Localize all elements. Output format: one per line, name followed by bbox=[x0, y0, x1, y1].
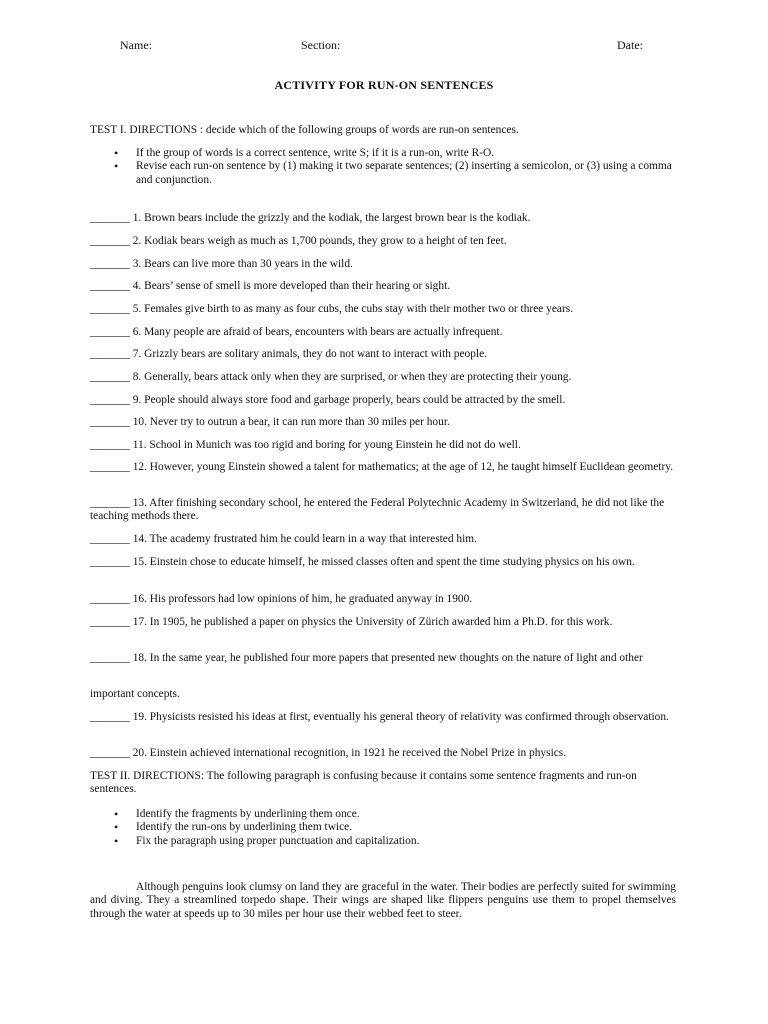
question-item: _______ 4. Bears’ sense of smell is more developed than their hearing or sight. bbox=[90, 280, 451, 292]
question-item: _______ 5. Females give birth to as many as four cubs, the cubs stay with their mother two or three years. bbox=[90, 303, 574, 315]
test2-bullet: • Fix the paragraph using proper punctuation and capitalization. bbox=[114, 835, 680, 848]
test2-bullet: • Identify the run-ons by underlining them twice. bbox=[114, 821, 680, 834]
question-item: _______ 2. Kodiak bears weigh as much as 1,700 pounds, they grow to a height of ten feet. bbox=[90, 235, 507, 247]
question-item: _______ 1. Brown bears include the grizzly and the kodiak, the largest brown bear is the kodiak. bbox=[90, 212, 531, 224]
question-item: _______ 19. Physicists resisted his ideas at first, eventually his general theory of relativity was confirmed through observation. bbox=[90, 711, 669, 723]
question-item: _______ 16. His professors had low opinions of him, he graduated anyway in 1900. bbox=[90, 593, 473, 605]
question-item: _______ 8. Generally, bears attack only when they are surprised, or when they are protecting their young. bbox=[90, 371, 572, 383]
question-item: _______ 12. However, young Einstein showed a talent for mathematics; at the age of 12, he taught himself Euclidean geometry. bbox=[90, 461, 674, 473]
question-item: _______ 6. Many people are afraid of bears, encounters with bears are actually infrequent. bbox=[90, 326, 503, 338]
penguin-paragraph: Although penguins look clumsy on land they are graceful in the water. Their bodies are perfectly suited for swimming and diving. They a streamlined torpedo shape. Their wings are shaped like flippers penguins use them to propel themselves through the water at speeds up to 30 miles per hour use their webbed feet to steer. bbox=[90, 881, 676, 920]
question-item: _______ 15. Einstein chose to educate himself, he missed classes often and spent the time studying physics on his own. bbox=[90, 556, 635, 568]
test1-bullet-list bbox=[114, 147, 680, 187]
name-label: Name: bbox=[120, 38, 152, 52]
page-title: ACTIVITY FOR RUN-ON SENTENCES bbox=[274, 78, 494, 92]
question-item: _______ 14. The academy frustrated him he could learn in a way that interested him. bbox=[90, 533, 477, 545]
question-item: _______ 7. Grizzly bears are solitary animals, they do not want to interact with people. bbox=[90, 348, 487, 360]
section-label: Section: bbox=[301, 38, 341, 52]
question-item: _______ 18. In the same year, he published four more papers that presented new thoughts on the nature of light and other bbox=[90, 652, 643, 664]
test2-bullet: • Identify the fragments by underlining them once. bbox=[114, 808, 680, 821]
question-item: _______ 3. Bears can live more than 30 years in the wild. bbox=[90, 258, 353, 270]
question-item: _______ 17. In 1905, he published a paper on physics the University of Zürich awarded him a Ph.D. for this work. bbox=[90, 616, 613, 628]
date-label: Date: bbox=[617, 38, 643, 52]
test2-directions: TEST II. DIRECTIONS: The following paragraph is confusing because it contains some sentence fragments and run-on sentences. bbox=[90, 770, 637, 796]
question-item-continuation: important concepts. bbox=[90, 688, 180, 700]
question-item: _______ 10. Never try to outrun a bear, it can run more than 30 miles per hour. bbox=[90, 416, 450, 428]
test1-bullet: • If the group of words is a correct sentence, write S; if it is a run-on, write R-O. bbox=[114, 147, 680, 160]
question-item: _______ 13. After finishing secondary school, he entered the Federal Polytechnic Academy in Switzerland, he did not like the teaching methods there. bbox=[90, 497, 665, 523]
question-item: _______ 20. Einstein achieved international recognition, in 1921 he received the Nobel Prize in physics. bbox=[90, 747, 567, 759]
test1-bullet: • Revise each run-on sentence by (1) making it two separate sentences; (2) inserting a semicolon, or (3) using a comma and conjunction. bbox=[114, 160, 680, 187]
question-item: _______ 11. School in Munich was too rigid and boring for young Einstein he did not do well. bbox=[90, 439, 521, 451]
test2-bullet-list bbox=[114, 808, 680, 848]
question-item: _______ 9. People should always store food and garbage properly, bears could be attracted by the smell. bbox=[90, 394, 566, 406]
test1-directions: TEST I. DIRECTIONS : decide which of the following groups of words are run-on sentences. bbox=[90, 124, 519, 136]
